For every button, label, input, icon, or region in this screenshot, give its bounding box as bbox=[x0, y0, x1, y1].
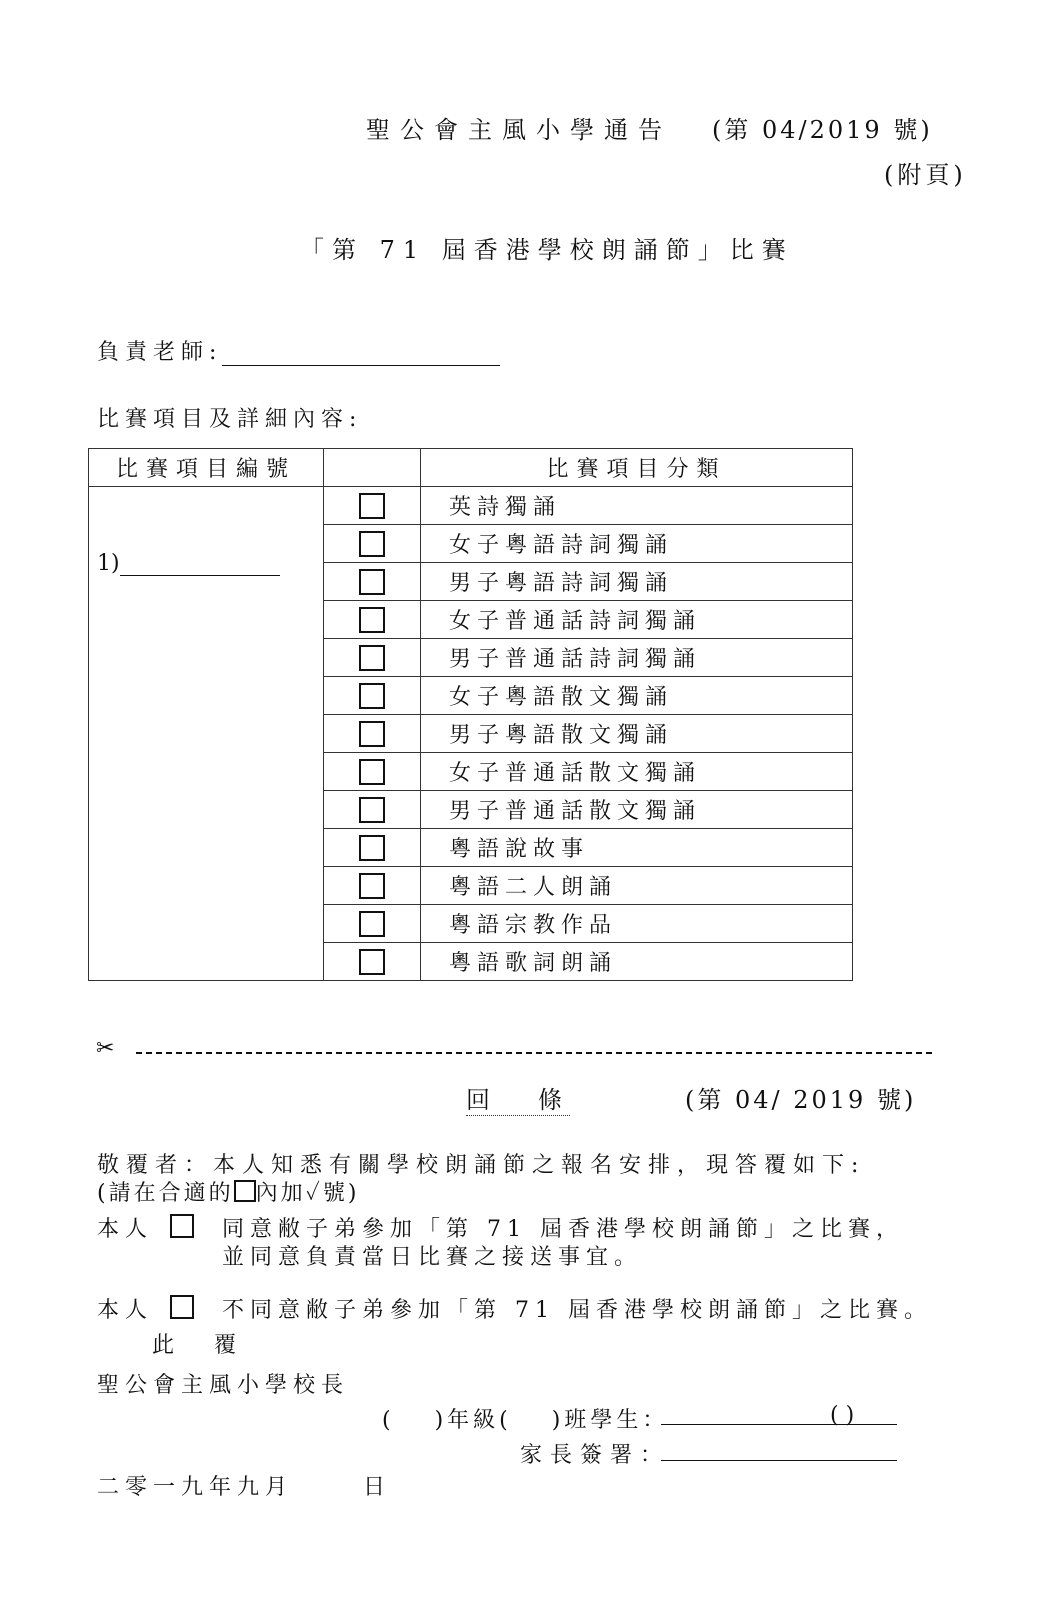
item-checkbox[interactable] bbox=[359, 493, 385, 519]
item-category: 英詩獨誦 bbox=[421, 487, 853, 525]
competition-items-table bbox=[88, 448, 853, 981]
item-checkbox[interactable] bbox=[359, 835, 385, 861]
option-agree-checkbox[interactable] bbox=[170, 1214, 194, 1238]
student-info-line bbox=[382, 1403, 668, 1434]
teacher-blank[interactable] bbox=[222, 345, 500, 366]
item-category: 女子粵語散文獨誦 bbox=[421, 677, 853, 715]
item-category: 女子普通話詩詞獨誦 bbox=[421, 601, 853, 639]
reply-title-char-1: 回 bbox=[466, 1086, 498, 1114]
cut-line bbox=[96, 1036, 932, 1062]
item-code-label: 1) bbox=[97, 551, 120, 576]
date-text: 二零一九年九月 bbox=[97, 1475, 294, 1500]
option-disagree-checkbox[interactable] bbox=[170, 1295, 194, 1319]
item-category: 女子普通話散文獨誦 bbox=[421, 753, 853, 791]
item-category: 粵語說故事 bbox=[421, 829, 853, 867]
option-disagree-text: 不同意敝子弟參加「第 71 屆香港學校朗誦節」之比賽。 bbox=[222, 1298, 932, 1323]
item-checkbox[interactable] bbox=[359, 569, 385, 595]
item-checkbox[interactable] bbox=[359, 873, 385, 899]
item-checkbox[interactable] bbox=[359, 797, 385, 823]
item-checkbox[interactable] bbox=[359, 531, 385, 557]
notice-title: 聖公會主風小學通告 bbox=[366, 116, 672, 144]
item-checkbox[interactable] bbox=[359, 759, 385, 785]
reply-instruction bbox=[97, 1176, 359, 1207]
table-header-row bbox=[89, 449, 853, 487]
column-header-category: 比賽項目分類 bbox=[421, 449, 853, 487]
competition-title: 「第 71 屆香港學校朗誦節」比賽 bbox=[300, 236, 794, 264]
dashed-divider bbox=[136, 1052, 932, 1054]
item-category: 男子粵語散文獨誦 bbox=[421, 715, 853, 753]
class-student-label: )班學生： bbox=[551, 1408, 669, 1433]
item-code-blank[interactable] bbox=[120, 557, 280, 576]
item-category: 粵語二人朗誦 bbox=[421, 867, 853, 905]
item-category: 男子普通話詩詞獨誦 bbox=[421, 639, 853, 677]
column-header-code: 比賽項目編號 bbox=[89, 449, 324, 487]
item-checkbox[interactable] bbox=[359, 645, 385, 671]
scissors-icon: ✂ bbox=[96, 1036, 115, 1061]
item-checkbox[interactable] bbox=[359, 911, 385, 937]
student-number-blank[interactable]: ( ) bbox=[830, 1403, 855, 1428]
item-category: 男子普通話散文獨誦 bbox=[421, 791, 853, 829]
item-checkbox[interactable] bbox=[359, 721, 385, 747]
parent-signature-blank[interactable] bbox=[661, 1460, 897, 1461]
item-checkbox[interactable] bbox=[359, 683, 385, 709]
teacher-field bbox=[97, 335, 500, 366]
checkmark-icon: ✓ bbox=[305, 1181, 323, 1206]
option-agree-label: 本人 bbox=[97, 1217, 154, 1242]
reply-title-char-2: 條 bbox=[538, 1086, 570, 1114]
table-row bbox=[89, 487, 853, 525]
addressee: 聖公會主風小學校長 bbox=[97, 1373, 350, 1398]
grade-label: )年級( bbox=[434, 1408, 512, 1433]
item-category: 粵語宗教作品 bbox=[421, 905, 853, 943]
option-disagree-label: 本人 bbox=[97, 1298, 154, 1323]
item-checkbox[interactable] bbox=[359, 607, 385, 633]
option-agree-text-line1: 同意敝子弟參加「第 71 屆香港學校朗誦節」之比賽， bbox=[222, 1217, 904, 1242]
student-name-blank[interactable] bbox=[661, 1424, 897, 1425]
notice-number: (第 04/2019 號) bbox=[712, 116, 933, 144]
column-header-check bbox=[324, 449, 421, 487]
item-category: 男子粵語詩詞獨誦 bbox=[421, 563, 853, 601]
appendix-label: (附頁) bbox=[884, 161, 967, 189]
instruction-text-b: 內加 bbox=[255, 1181, 306, 1206]
instruction-text-a: (請在合適的 bbox=[97, 1181, 234, 1206]
date-day-label: 日 bbox=[363, 1475, 386, 1500]
box-symbol-icon bbox=[234, 1180, 256, 1202]
option-agree-text-line2: 並同意負責當日比賽之接送事宜。 bbox=[222, 1245, 643, 1270]
item-category: 粵語歌詞朗誦 bbox=[421, 943, 853, 981]
closing-phrase: 此覆 bbox=[152, 1333, 277, 1358]
items-heading: 比賽項目及詳細內容: bbox=[97, 407, 363, 432]
teacher-label: 負責老師: bbox=[97, 340, 223, 365]
reply-slip-number: (第 04/ 2019 號) bbox=[685, 1086, 917, 1114]
instruction-text-c: 號) bbox=[322, 1181, 360, 1206]
item-checkbox[interactable] bbox=[359, 949, 385, 975]
item-category: 女子粵語詩詞獨誦 bbox=[421, 525, 853, 563]
grade-open-paren: ( bbox=[382, 1408, 395, 1433]
item-code-cell bbox=[89, 487, 324, 981]
reply-slip-title bbox=[466, 1080, 570, 1115]
parent-signature-label: 家長簽署： bbox=[520, 1443, 671, 1468]
reply-intro: 敬覆者：本人知悉有關學校朗誦節之報名安排，現答覆如下: bbox=[97, 1153, 866, 1178]
